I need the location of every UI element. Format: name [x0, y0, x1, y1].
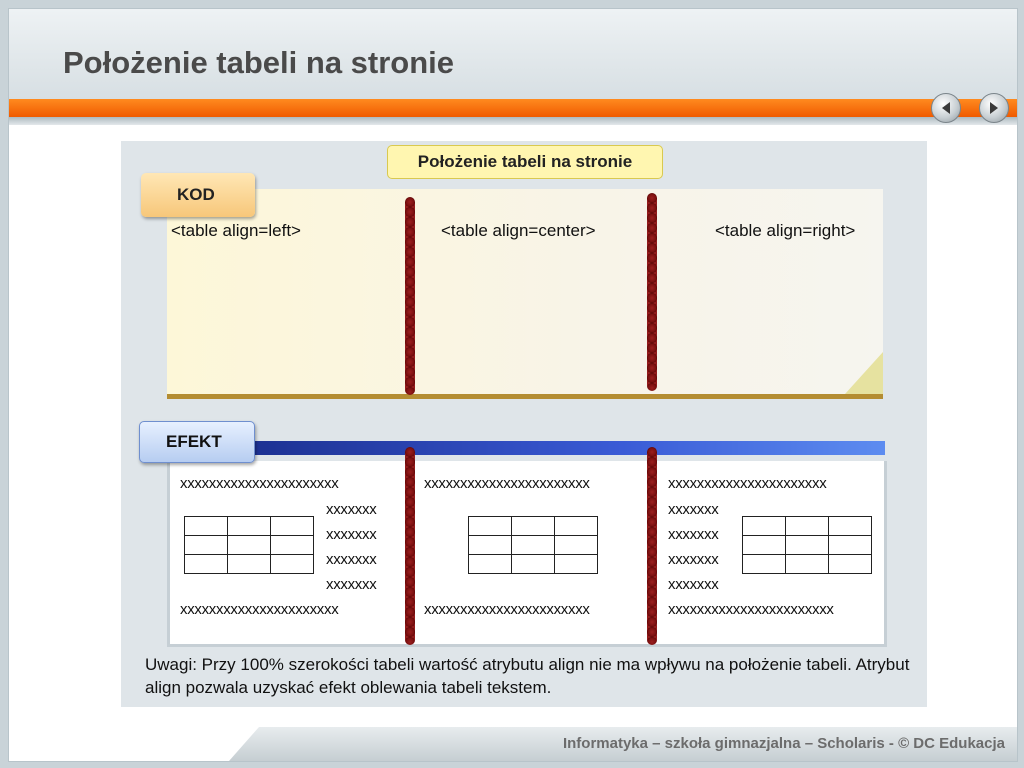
- divider-code-2: [647, 193, 657, 391]
- header-divider: [9, 117, 1017, 125]
- page-title: Położenie tabeli na stronie: [63, 45, 455, 80]
- left-text-top: xxxxxxxxxxxxxxxxxxxxxx: [180, 475, 339, 492]
- left-text-side-4: xxxxxxx: [326, 576, 377, 593]
- divider-effect-2: [647, 447, 657, 645]
- center-text-bottom: xxxxxxxxxxxxxxxxxxxxxxx: [424, 601, 590, 618]
- orange-header-bar: [9, 99, 1017, 117]
- arrow-right-icon: [988, 101, 1000, 115]
- left-aligned-table: [184, 516, 314, 574]
- kod-tab: KOD: [141, 173, 255, 217]
- right-text-side-4: xxxxxxx: [668, 576, 719, 593]
- right-aligned-table: [742, 516, 872, 574]
- diagram-title: Położenie tabeli na stronie: [387, 145, 663, 179]
- right-text-side-3: xxxxxxx: [668, 551, 719, 568]
- prev-slide-button[interactable]: [931, 93, 961, 123]
- right-text-bottom: xxxxxxxxxxxxxxxxxxxxxxx: [668, 601, 834, 618]
- right-text-top: xxxxxxxxxxxxxxxxxxxxxx: [668, 475, 827, 492]
- note-text: Uwagi: Przy 100% szerokości tabeli wartość atrybutu align nie ma wpływu na położenie tabeli. Atrybut align pozwala uzyskać efekt oblewania tabeli tekstem.: [145, 655, 910, 697]
- left-text-side-3: xxxxxxx: [326, 551, 377, 568]
- code-align-right: <table align=right>: [715, 221, 856, 240]
- left-text-bottom: xxxxxxxxxxxxxxxxxxxxxx: [180, 601, 339, 618]
- divider-effect-1: [405, 447, 415, 645]
- code-align-center: <table align=center>: [441, 221, 596, 240]
- code-panel: [167, 189, 883, 399]
- right-text-side-2: xxxxxxx: [668, 526, 719, 543]
- efekt-bar: [229, 441, 885, 455]
- slide: [8, 8, 1018, 762]
- footer-credits: Informatyka – szkoła gimnazjalna – Scholaris - © DC Edukacja: [562, 735, 1005, 752]
- efekt-tab: EFEKT: [139, 421, 255, 463]
- center-aligned-table: [468, 516, 598, 574]
- right-text-side-1: xxxxxxx: [668, 501, 719, 518]
- left-text-side-2: xxxxxxx: [326, 526, 377, 543]
- next-slide-button[interactable]: [979, 93, 1009, 123]
- code-align-left: <table align=left>: [171, 221, 301, 240]
- page-curl: [845, 352, 883, 394]
- divider-code-1: [405, 197, 415, 395]
- content-area: [121, 141, 927, 707]
- center-text-top: xxxxxxxxxxxxxxxxxxxxxxx: [424, 475, 590, 492]
- arrow-left-icon: [940, 101, 952, 115]
- left-text-side-1: xxxxxxx: [326, 501, 377, 518]
- effect-panel: [167, 461, 887, 647]
